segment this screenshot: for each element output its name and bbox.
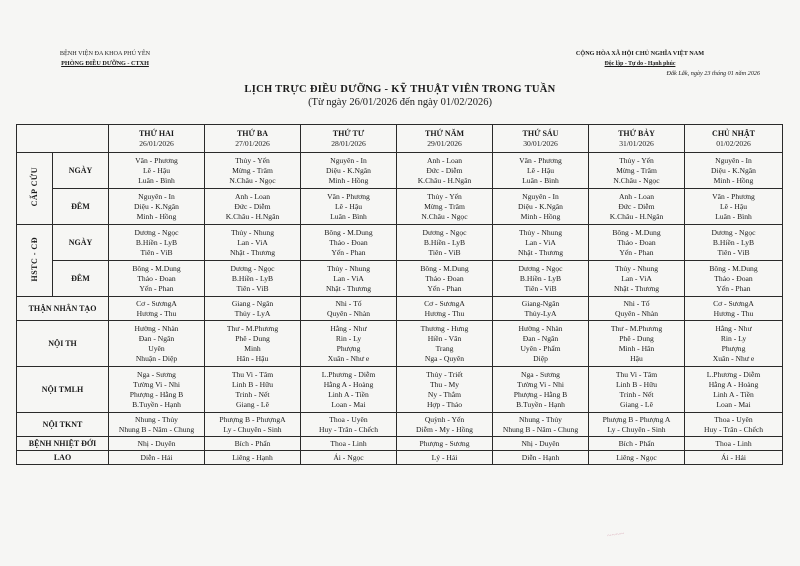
schedule-cell: Liêng - Ngọc [589,451,685,465]
table-row [17,225,783,261]
schedule-cell: Anh - Loan Đức - Diễm K.Châu - H.Ngân [589,189,685,225]
schedule-cell: Lý - Hải [397,451,493,465]
schedule-cell: Nhung - Thủy Nhung B - Nâm - Chung [493,413,589,437]
schedule-cell: Phượng B - PhượngA Ly - Chuyên - Sinh [205,413,301,437]
schedule-cell: Anh - Loan Đức - Diễm K.Châu - H.Ngân [397,153,493,189]
schedule-cell: Thu Vi - Tâm Linh B - Hữu Trinh - Nết Giang - Lê [589,367,685,413]
schedule-cell: Thủy - Nhung Lan - ViA Nhật - Thương [205,225,301,261]
table-row [17,261,783,297]
shift-label-day: NGÀY [53,153,109,189]
schedule-cell: Phượng - Sương [397,437,493,451]
schedule-cell: Bông - M.Dung Thảo - Đoan Yến - Phan [589,225,685,261]
document-date: Đắk Lắk, ngày 23 tháng 01 năm 2026 [666,70,760,77]
row-label-lao: LAO [17,451,109,465]
table-row [17,413,783,437]
schedule-cell: Thủy - Nhung Lan - ViA Nhật - Thương [493,225,589,261]
schedule-cell: Dương - Ngọc B.Hiền - LyB Tiên - ViB [205,261,301,297]
schedule-cell: Thương - Hưng Hiền - Vân Trang Nga - Quyên [397,321,493,367]
table-row [17,153,783,189]
table-row [17,297,783,321]
row-label-noi-th: NỘI TH [17,321,109,367]
schedule-cell: Anh - Loan Đức - Diễm K.Châu - H.Ngân [205,189,301,225]
schedule-cell: Thủy - Nhung Lan - ViA Nhật - Thương [589,261,685,297]
group-cap-cuu: CẤP CỨU [17,153,53,225]
table-row [17,451,783,465]
schedule-cell: Thủy - Nhung Lan - ViA Nhật - Thương [301,261,397,297]
schedule-cell: Hường - Nhàn Đan - Ngân Uyên - Phẩm Diệp [493,321,589,367]
row-label-than-nhan-tao: THẬN NHÂN TẠO [17,297,109,321]
schedule-cell: Bông - M.Dung Thảo - Đoan Yến - Phan [685,261,783,297]
schedule-cell: Thu Vi - Tâm Linh B - Hữu Trinh - Nết Giang - Lê [205,367,301,413]
row-label-noi-tmlh: NỘI TMLH [17,367,109,413]
schedule-cell: Thoa - Uyên Huy - Trân - Chếch [685,413,783,437]
schedule-cell: Cơ - SươngA Hương - Thu [685,297,783,321]
schedule-cell: Ái - Hải [685,451,783,465]
schedule-cell: Văn - Phương Lê - Hậu Luân - Bình [301,189,397,225]
schedule-cell: Thư - M.Phương Phê - Dung Minh - Hân Hậu [589,321,685,367]
schedule-cell: Bông - M.Dung Thảo - Đoan Yến - Phan [301,225,397,261]
schedule-cell: Văn - Phương Lê - Hậu Luân - Bình [493,153,589,189]
schedule-cell: Hằng - Như Rin - Ly Phượng Xuân - Như e [685,321,783,367]
schedule-cell: Thoa - Uyên Huy - Trân - Chếch [301,413,397,437]
schedule-cell: Dương - Ngọc B.Hiền - LyB Tiên - ViB [685,225,783,261]
day-header: CHỦ NHẬT 01/02/2026 [685,125,783,153]
schedule-cell: Diễn - Hạnh [493,451,589,465]
schedule-cell: Văn - Phương Lê - Hậu Luân - Bình [685,189,783,225]
schedule-cell: Nguyên - In Diệu - K.Ngân Minh - Hồng [493,189,589,225]
schedule-cell: Thoa - Linh [301,437,397,451]
table-row [17,437,783,451]
schedule-cell: Hường - Nhàn Đan - Ngân Uyên Nhuận - Diệp [109,321,205,367]
schedule-cell: Giang-Ngân Thủy-LyA [493,297,589,321]
schedule-cell: Cơ - SươngA Hương - Thu [397,297,493,321]
org-name: BỆNH VIỆN ĐA KHOA PHÚ YÊN [59,50,151,57]
table-row [17,321,783,367]
schedule-cell: Nhị - Duyên [109,437,205,451]
schedule-cell: Nguyên - In Diệu - K.Ngân Minh - Hồng [109,189,205,225]
schedule-cell: Cơ - SươngA Hương - Thu [109,297,205,321]
schedule-cell: Thoa - Linh [685,437,783,451]
schedule-cell: Nga - Sương Tường Vi - Nhi Phượng - Hằng B B.Tuyền - Hạnh [493,367,589,413]
shift-label-day: NGÀY [53,225,109,261]
schedule-cell: Quỳnh - Yến Diễm - My - Hồng [397,413,493,437]
schedule-cell: Nhi - Tố Quyên - Nhàn [301,297,397,321]
shift-label-night: ĐÊM [53,261,109,297]
org-department: PHÒNG ĐIỀU DƯỠNG - CTXH [61,60,149,67]
schedule-cell: Dương - Ngọc B.Hiền - LyB Tiên - ViB [109,225,205,261]
day-header: THỨ BẢY 31/01/2026 [589,125,685,153]
schedule-cell: Nhị - Duyên [493,437,589,451]
schedule-cell: Giang - Ngân Thủy - LyA [205,297,301,321]
signature-mark: ~~~~ [606,528,625,541]
day-header: THỨ SÁU 30/01/2026 [493,125,589,153]
schedule-cell: Thủy - Yến Mừng - Trâm N.Châu - Ngọc [205,153,301,189]
schedule-cell: L.Phương - Diễm Hằng A - Hoàng Linh A - Tiền Loan - Mai [685,367,783,413]
schedule-cell: Nhung - Thủy Nhung B - Nâm - Chung [109,413,205,437]
schedule-cell: Thủy - Yến Mừng - Trâm N.Châu - Ngọc [589,153,685,189]
shift-label-night: ĐÊM [53,189,109,225]
duty-schedule-table [16,124,783,465]
org-header [40,49,170,69]
schedule-cell: Ái - Ngọc [301,451,397,465]
table-row [17,367,783,413]
schedule-cell: Bông - M.Dung Thảo - Đoan Yến - Phan [109,261,205,297]
schedule-cell: Dương - Ngọc B.Hiền - LyB Tiên - ViB [493,261,589,297]
schedule-cell: Thủy - Yến Mừng - Trâm N.Châu - Ngọc [397,189,493,225]
row-label-benh-nhiet-doi: BỆNH NHIỆT ĐỚI [17,437,109,451]
schedule-cell: Liêng - Hạnh [205,451,301,465]
schedule-cell: Bông - M.Dung Thảo - Đoan Yến - Phan [397,261,493,297]
schedule-cell: Thủy - Triết Thu - My Ny - Thắm Hợp - Thảo [397,367,493,413]
nation-name: CỘNG HÒA XÃ HỘI CHỦ NGHĨA VIỆT NAM [575,50,705,57]
day-header: THỨ NĂM 29/01/2026 [397,125,493,153]
day-header: THỨ HAI 26/01/2026 [109,125,205,153]
corner-cell [17,125,109,153]
schedule-cell: Bích - Phẩn [205,437,301,451]
page-title: LỊCH TRỰC ĐIỀU DƯỠNG - KỸ THUẬT VIÊN TRONG TUẦN [244,84,556,95]
schedule-cell: Thư - M.Phương Phê - Dung Minh Hân - Hậu [205,321,301,367]
day-header: THỨ BA 27/01/2026 [205,125,301,153]
schedule-cell: Phượng B - Phượng A Ly - Chuyên - Sinh [589,413,685,437]
schedule-cell: Văn - Phương Lê - Hậu Luân - Bình [109,153,205,189]
nation-header [520,49,760,79]
schedule-cell: Hằng - Như Rin - Ly Phượng Xuân - Như e [301,321,397,367]
schedule-cell: Bích - Phẩn [589,437,685,451]
row-label-noi-tknt: NỘI TKNT [17,413,109,437]
schedule-cell: Dương - Ngọc B.Hiền - LyB Tiên - ViB [397,225,493,261]
schedule-cell: Nguyên - In Diệu - K.Ngân Minh - Hồng [301,153,397,189]
schedule-cell: L.Phương - Diễm Hằng A - Hoàng Linh A - Tiền Loan - Mai [301,367,397,413]
schedule-cell: Nga - Sương Tường Vi - Nhi Phượng - Hằng B B.Tuyền - Hạnh [109,367,205,413]
table-row [17,189,783,225]
day-header: THỨ TƯ 28/01/2026 [301,125,397,153]
schedule-cell: Diễn - Hải [109,451,205,465]
day-header-row [17,125,783,153]
group-hstc-cd: HSTC - CĐ [17,225,53,297]
nation-motto: Độc lập - Tự do - Hạnh phúc [604,61,676,67]
page-subtitle: (Từ ngày 26/01/2026 đến ngày 01/02/2026) [308,97,492,108]
schedule-cell: Nhi - Tố Quyên - Nhàn [589,297,685,321]
schedule-cell: Nguyên - In Diệu - K.Ngân Minh - Hồng [685,153,783,189]
